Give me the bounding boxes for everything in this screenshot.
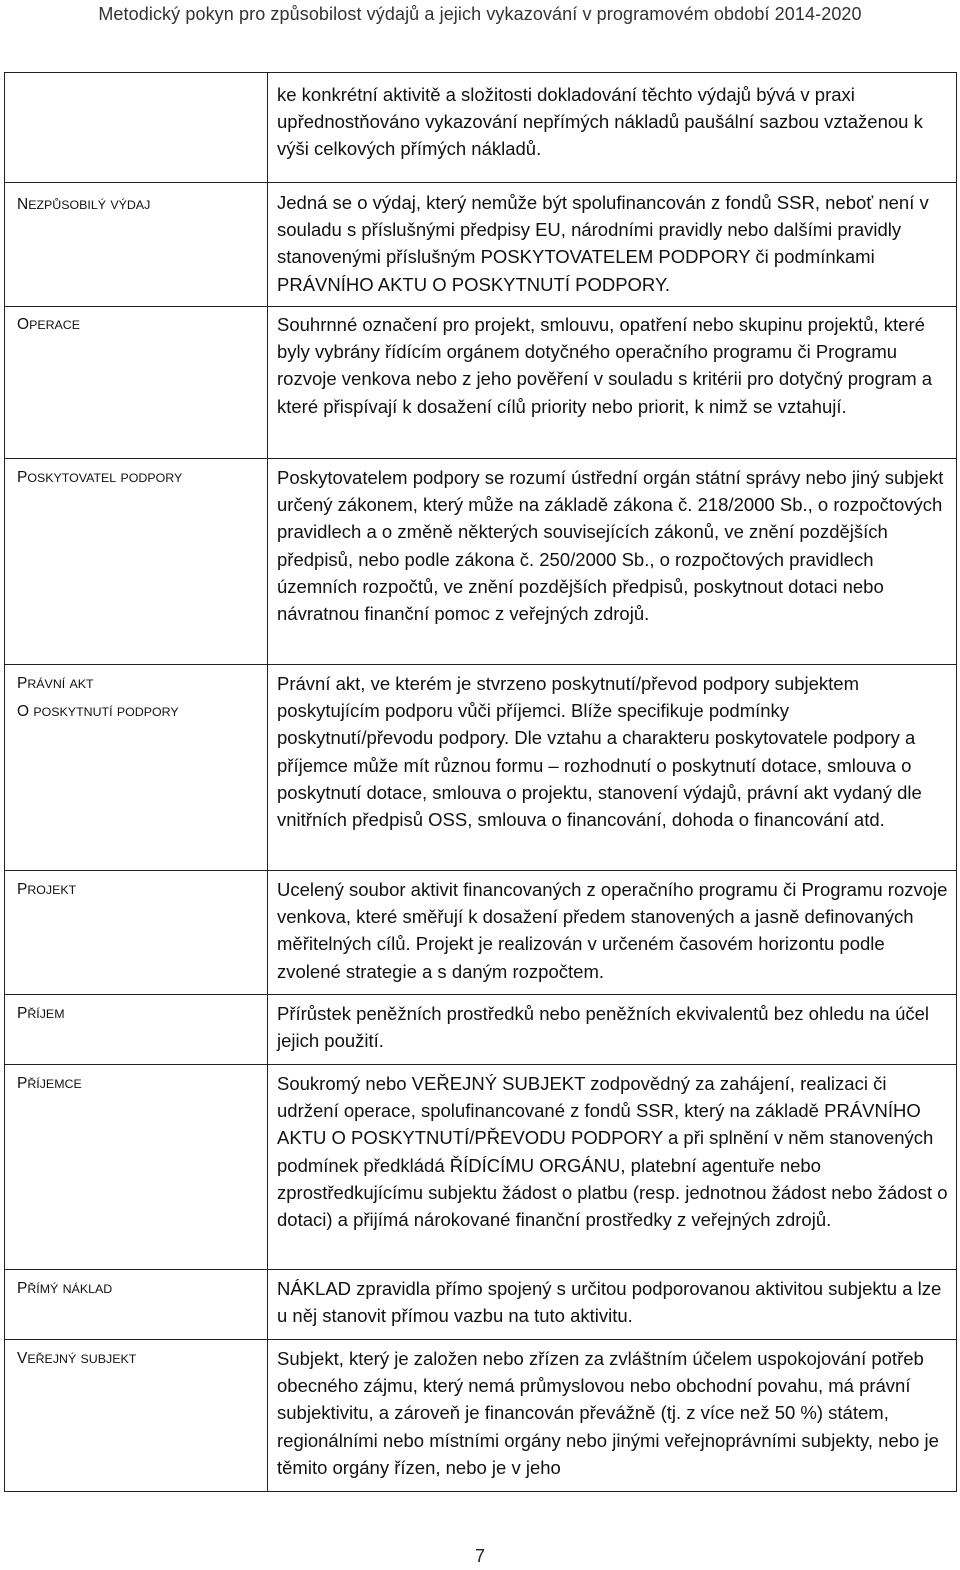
definition-cell bbox=[268, 1270, 957, 1340]
definition-text: Poskytovatelem podpory se rozumí ústřední orgán státní správy nebo jiný subjekt určený zákonem, který může na základě zákona č. 218/2000 Sb., o rozpočtových pravidlech a o změně některých souvisejících zákonů, ve znění pozdějších předpisů, nebo podle zákona č. 250/2000 Sb., o rozpočtových pravidlech územních rozpočtů, ve znění pozdějších předpisů, poskytnout dotaci nebo návratnou finanční pomoc z veřejných zdrojů. bbox=[277, 467, 944, 625]
term-label: PŘÍJEMCE bbox=[17, 1075, 82, 1092]
page-number: 7 bbox=[474, 1546, 485, 1566]
definition-text: Přírůstek peněžních prostředků nebo peněžních ekvivalentů bez ohledu na účel jejich použití. bbox=[277, 1003, 930, 1052]
table-row bbox=[5, 665, 957, 871]
term-label: PRÁVNÍ AKT bbox=[17, 675, 94, 692]
term-label: OPERACE bbox=[17, 316, 81, 333]
table-row bbox=[5, 995, 957, 1065]
definition-cell bbox=[268, 1340, 957, 1492]
term-label: POSKYTOVATEL PODPORY bbox=[17, 469, 183, 486]
definition-text: Právní akt, ve kterém je stvrzeno poskytnutí/převod podpory subjektem poskytujícím podporu vůči příjemci. Blíže specifikuje podmínky poskytnutí/převodu podpory. Dle vztahu a charakteru poskytovatele podpory a příjemce může mít různou formu – rozhodnutí o poskytnutí dotace, smlouva o poskytnutí dotace, smlouva o projektu, stanovení výdajů, právní akt vydaný dle vnitřních předpisů OSS, smlouva o financování, dohoda o financování atd. bbox=[277, 673, 922, 831]
definition-text: Ucelený soubor aktivit financovaných z operačního programu či Programu rozvoje venkova, které směřují k dosažení předem stanovených a jasně definovaných měřitelných cílů. Projekt je realizován v určeném časovém horizontu podle zvolené strategie a s daným rozpočtem. bbox=[277, 879, 948, 982]
definition-text: Subjekt, který je založen nebo zřízen za zvláštním účelem uspokojování potřeb obecného zájmu, který nemá průmyslovou nebo obchodní povahu, má právní subjektivitu, a zároveň je financován převážně (tj. z více než 50 %) státem, regionálními nebo místními orgány nebo jinými veřejnoprávními subjekty, nebo je těmito orgány řízen, nebo je v jeho bbox=[277, 1348, 939, 1478]
term-label: NEZPŮSOBILÝ VÝDAJ bbox=[17, 196, 151, 213]
glossary-table bbox=[4, 72, 957, 1492]
table-row bbox=[5, 1065, 957, 1270]
term-label: PŘÍMÝ NÁKLAD bbox=[17, 1280, 113, 1297]
term-cell bbox=[5, 995, 268, 1065]
term-cell bbox=[5, 307, 268, 459]
term-label-line-2: O POSKYTNUTÍ PODPORY bbox=[17, 703, 179, 720]
term-cell bbox=[5, 459, 268, 665]
term-label bbox=[5, 73, 267, 79]
definition-cell bbox=[268, 995, 957, 1065]
table-row bbox=[5, 73, 957, 183]
definition-cell bbox=[268, 73, 957, 183]
term-cell bbox=[5, 871, 268, 995]
definition-text: NÁKLAD zpravidla přímo spojený s určitou podporovanou aktivitou subjektu a lze u něj stanovit přímou vazbu na tuto aktivitu. bbox=[277, 1278, 942, 1327]
definition-cell bbox=[268, 665, 957, 871]
term-cell bbox=[5, 183, 268, 307]
term-cell bbox=[5, 1065, 268, 1270]
term-cell bbox=[5, 1270, 268, 1340]
definition-cell bbox=[268, 307, 957, 459]
term-cell bbox=[5, 73, 268, 183]
definition-cell bbox=[268, 459, 957, 665]
definition-text: ke konkrétní aktivitě a složitosti dokladování těchto výdajů bývá v praxi upřednostňováno vykazování nepřímých nákladů paušální sazbou vztaženou k výši celkových přímých nákladů. bbox=[277, 84, 923, 160]
table-row bbox=[5, 459, 957, 665]
term-label: VEŘEJNÝ SUBJEKT bbox=[17, 1350, 137, 1367]
term-cell bbox=[5, 665, 268, 871]
definition-text: Jedná se o výdaj, který nemůže být spolufinancován z fondů SSR, neboť není v souladu s příslušnými předpisy EU, národními pravidly nebo dalšími pravidly stanovenými příslušným POSKYTOVATELEM PODPORY či podmínkami PRÁVNÍHO AKTU O POSKYTNUTÍ PODPORY. bbox=[277, 192, 929, 295]
term-label: PŘÍJEM bbox=[17, 1005, 65, 1022]
definition-cell bbox=[268, 1065, 957, 1270]
definition-text: Soukromý nebo VEŘEJNÝ SUBJEKT zodpovědný za zahájení, realizaci či udržení operace, spolufinancované z fondů SSR, který na základě PRÁVNÍHO AKTU O POSKYTNUTÍ/PŘEVODU PODPORY a při splnění v něm stanovených podmínek předkládá ŘÍDÍCÍMU ORGÁNU, platební agentuře nebo zprostředkujícímu subjektu žádost o platbu (resp. jednotnou žádost nebo žádost o dotaci) a přijímá nárokované finanční prostředky z veřejných zdrojů. bbox=[277, 1073, 948, 1231]
table-row bbox=[5, 1340, 957, 1492]
table-row bbox=[5, 1270, 957, 1340]
definition-cell bbox=[268, 871, 957, 995]
table-row bbox=[5, 307, 957, 459]
definition-text: Souhrnné označení pro projekt, smlouvu, opatření nebo skupinu projektů, které byly vybrány řídícím orgánem dotyčného operačního programu či Programu rozvoje venkova nebo z jeho pověření v souladu s kritérii pro dotyčný program a které přispívají k dosažení cílů priority nebo priorit, k nimž se vztahují. bbox=[277, 314, 933, 417]
definition-cell bbox=[268, 183, 957, 307]
table-row bbox=[5, 871, 957, 995]
document-header: Metodický pokyn pro způsobilost výdajů a jejich vykazování v programovém období 2014-2020 bbox=[98, 4, 862, 24]
table-row bbox=[5, 183, 957, 307]
term-label: PROJEKT bbox=[17, 881, 77, 898]
term-cell bbox=[5, 1340, 268, 1492]
